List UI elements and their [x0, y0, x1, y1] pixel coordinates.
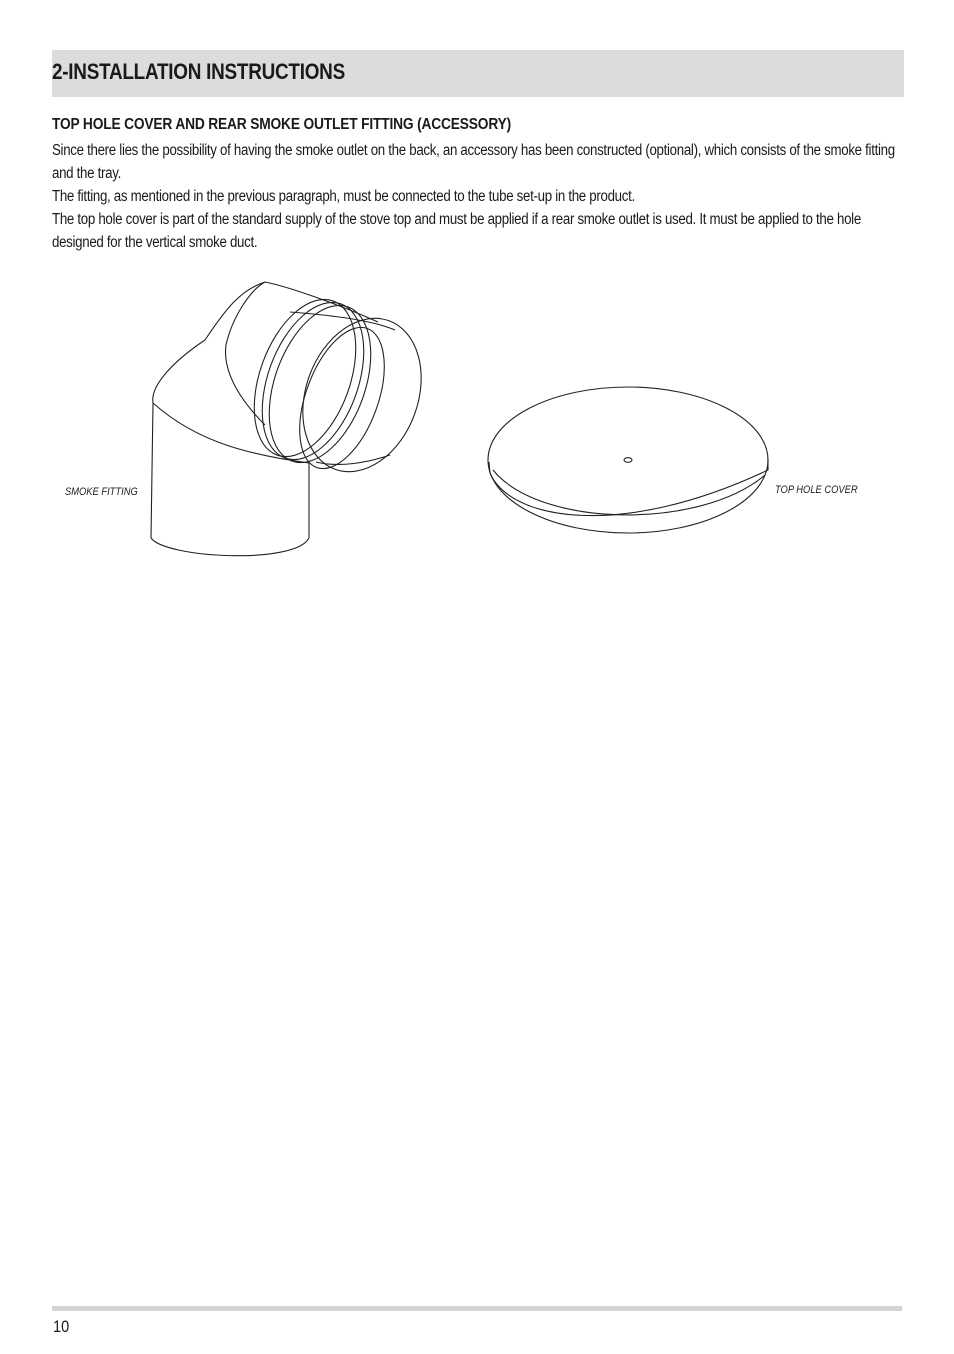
body-text	[52, 139, 904, 254]
page-title: 2-INSTALLATION INSTRUCTIONS	[52, 59, 345, 84]
paragraph-3: The top hole cover is part of the standard supply of the stove top and must be applied if a rear smoke outlet is used. It must be applied to the hole designed for the vertical smoke duct.	[52, 211, 861, 251]
top-hole-cover-label: TOP HOLE COVER	[775, 484, 858, 496]
paragraph-2: The fitting, as mentioned in the previous paragraph, must be connected to the tube set-up in the product.	[52, 188, 635, 205]
paragraph-1: Since there lies the possibility of having the smoke outlet on the back, an accessory has been constructed (optional), which consists of the smoke fitting and the tray.	[52, 142, 895, 182]
section-heading: TOP HOLE COVER AND REAR SMOKE OUTLET FITTING (ACCESSORY)	[52, 116, 511, 133]
section-header	[52, 50, 904, 97]
footer-divider	[52, 1306, 902, 1311]
smoke-fitting-label: SMOKE FITTING	[65, 486, 138, 498]
top-hole-cover-drawing	[488, 387, 768, 533]
page-number: 10	[53, 1317, 70, 1336]
center-hole	[624, 458, 632, 463]
smoke-fitting-drawing	[151, 282, 442, 556]
section-content	[52, 114, 904, 254]
